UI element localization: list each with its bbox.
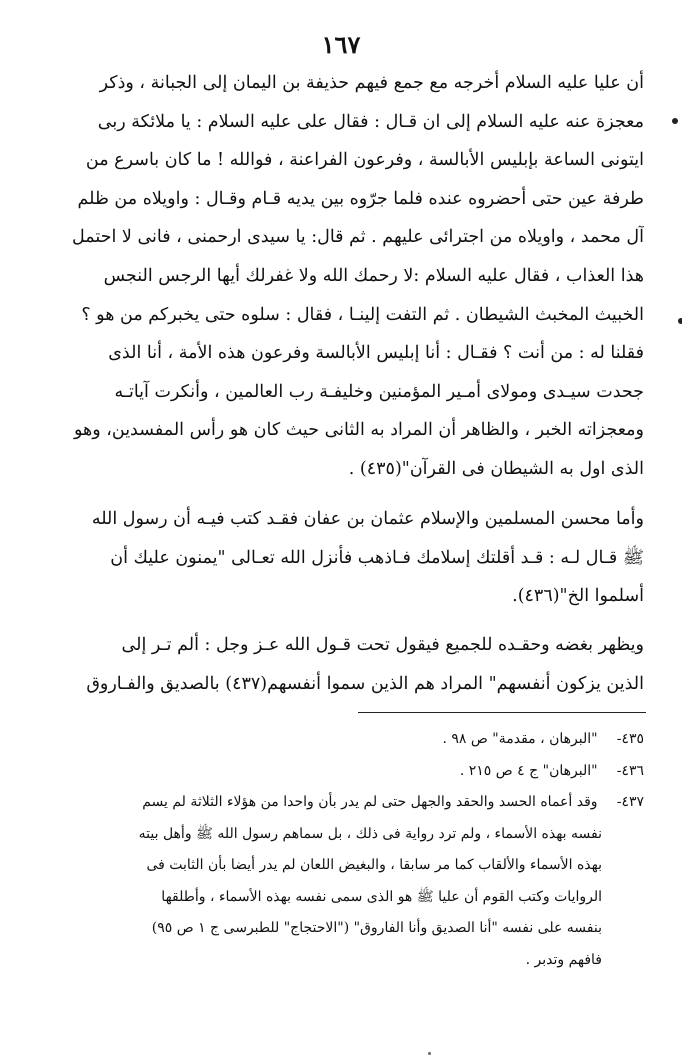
- body-line: طرفة عين حتى أحضروه عنده فلما جرّوه بين يديه قـام وقـال : واويلاه من ظلم: [77, 188, 644, 209]
- body-line: جحدت سيـدى ومولاى أمـير المؤمنين وخليفـة رب العالمين ، وأنكرت آياتـه: [114, 381, 644, 402]
- footnote-continuation: فافهم وتدبر .: [525, 951, 602, 968]
- footnote-continuation: الروايات وكتب القوم أن عليا ﷺ هو الذى سمى نفسه بهذه الأسماء ، وأطلقها: [161, 888, 602, 905]
- footnote-437: [40, 787, 644, 819]
- footnote-number: ٤٣٦-: [616, 762, 644, 779]
- body-line: هذا العذاب ، فقال عليه السلام :لا رحمك الله ولا غفرلك أيها الرجس النجس: [103, 265, 644, 286]
- body-line: فقلنا له : من أنت ؟ فقـال : أنا إبليس الأبالسة وفرعون هذه الأمة ، أنا الذى: [108, 343, 644, 364]
- footnote-number: ٤٣٧-: [616, 794, 644, 810]
- footnote-continuation: نفسه بهذه الأسماء ، ولم ترد رواية فى ذلك ، بل سماهم رسول الله ﷺ وأهل بيته: [138, 825, 602, 842]
- body-line: ايتونى الساعة بإبليس الأبالسة ، وفرعون الفراعنة ، فوالله ! ما كان باسرع من: [85, 150, 644, 171]
- body-paragraph-2: [46, 500, 644, 616]
- footnote-text: "البرهان ، مقدمة" ص ٩٨ .: [442, 731, 598, 747]
- body-line: الذى اول به الشيطان فى القرآن"(٤٣٥) .: [348, 458, 644, 479]
- footnote-435: [40, 724, 644, 756]
- body-line: الخبيث المخبث الشيطان . ثم التفت إلينـا ، فقال : سلوه حتى يخبركم من هو ؟: [81, 304, 644, 325]
- margin-mark: [678, 318, 682, 324]
- margin-mark: [672, 118, 678, 124]
- footnote-number: ٤٣٥-: [616, 731, 644, 747]
- scan-speck: [428, 1052, 431, 1055]
- footnotes: [40, 724, 644, 976]
- body-line: آل محمد ، واويلاه من اجترائى عليهم . ثم قال: يا سيدى ارحمنى ، فانى لا احتمل: [72, 227, 644, 248]
- body-line: وأما محسن المسلمين والإسلام عثمان بن عفان فقـد كتب فيـه أن رسول الله: [91, 509, 644, 529]
- body-line: أن عليا عليه السلام أخرجه مع جمع فيهم حذيفة بن اليمان إلى الجبانة ، وذكر: [99, 73, 644, 93]
- footnote-436: [40, 756, 644, 788]
- footnote-continuation: بنفسه على نفسه "أنا الصديق وأنا الفاروق" ("الاحتجاج" للطبرسى ج ١ ص ٩٥): [151, 920, 602, 936]
- body-line: ﷺ قـال لـه : قـد أقلتك إسلامك فـاذهب فأنزل الله تعـالى "يمنون عليك أن: [110, 547, 644, 568]
- body-line: أسلموا الخ"(٤٣٦).: [512, 586, 644, 607]
- footnote-divider: [358, 712, 646, 713]
- body-line: معجزة عنه عليه السلام إلى ان قـال : فقال على عليه السلام : يا ملائكة ربى: [97, 111, 644, 132]
- body-line: ومعجزاته الخبر ، والظاهر أن المراد به الثانى حيث كان هو رأس المفسدين، وهو: [73, 420, 644, 441]
- page-number: ١٦٧: [321, 30, 361, 59]
- body-line: الذين يزكون أنفسهم" المراد هم الذين سموا أنفسهم(٤٣٧) بالصديق والفـاروق: [86, 673, 644, 694]
- body-paragraph-3: [46, 626, 644, 703]
- body-paragraph-1: [46, 64, 644, 489]
- footnote-text: "البرهان" ج ٤ ص ٢١٥ .: [459, 762, 598, 779]
- footnote-text: وقد أعماه الحسد والحقد والجهل حتى لم يدر بأن واحدا من هؤلاء الثلاثة لم يسم: [142, 794, 598, 810]
- body-line: ويظهر بغضه وحقـده للجميع فيقول تحت قـول الله عـز وجل : ألم تـر إلى: [121, 635, 644, 655]
- footnote-continuation: بهذه الأسماء والألقاب كما مر سابقا ، والبغيض اللعان لم يدر أيضا بأن الثابت فى: [146, 857, 602, 873]
